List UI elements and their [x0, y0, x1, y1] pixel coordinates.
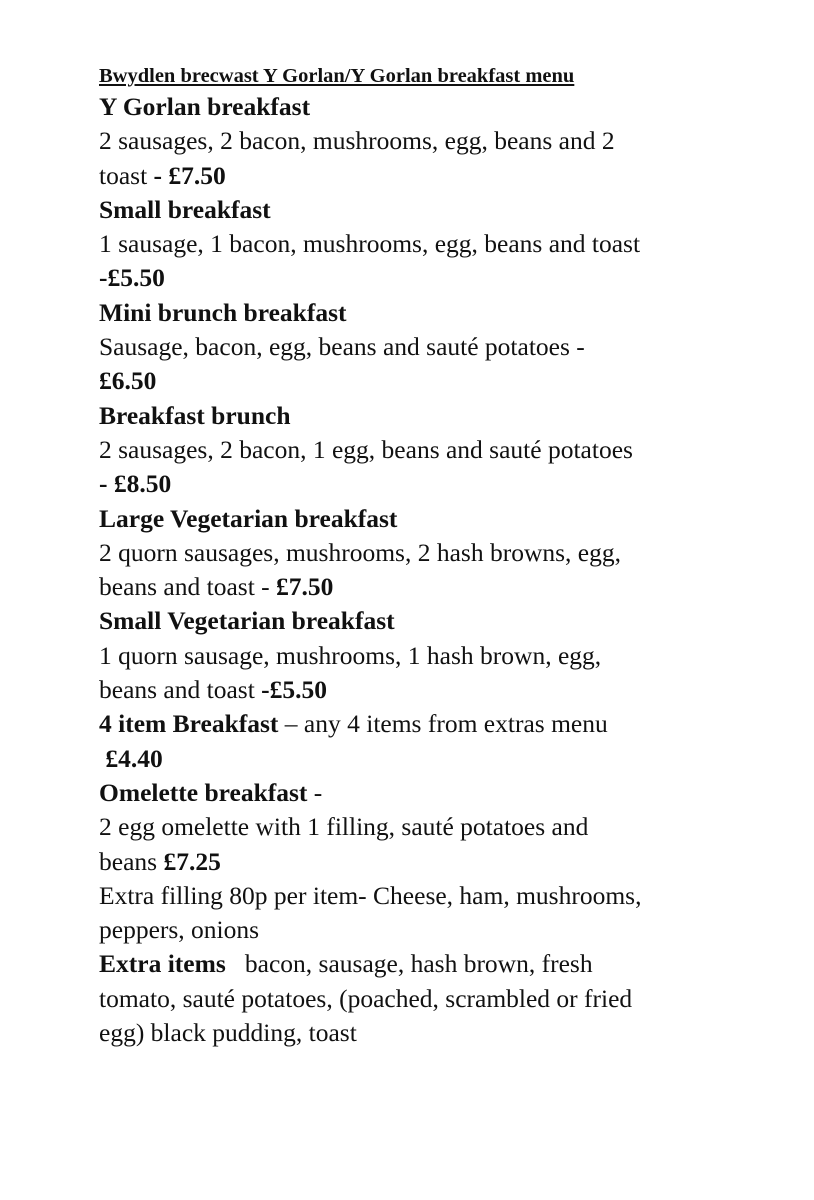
- item-name: Omelette breakfast: [99, 777, 308, 807]
- menu-item-small-vegetarian: [99, 604, 799, 707]
- extra-items-text: bacon, sausage, hash brown, fresh: [225, 949, 593, 979]
- extra-filling-line: peppers, onions: [99, 915, 260, 945]
- item-description: 1 sausage, 1 bacon, mushrooms, egg, beans and toast: [99, 229, 641, 259]
- extra-items-label: Extra items: [99, 949, 226, 979]
- item-description-tail: beans: [99, 846, 164, 876]
- item-description: 2 quorn sausages, mushrooms, 2 hash browns, egg,: [99, 537, 621, 567]
- item-description-cont: [99, 159, 799, 193]
- menu-item-breakfast-brunch: [99, 399, 799, 502]
- item-price: £7.50: [276, 572, 334, 602]
- item-name: Small Vegetarian breakfast: [99, 606, 395, 636]
- item-name: Breakfast brunch: [99, 400, 291, 430]
- item-price: -£5.50: [261, 675, 328, 705]
- item-description: 2 egg omelette with 1 filling, sauté potatoes and: [99, 812, 589, 842]
- item-heading: [99, 707, 799, 741]
- item-price: -£5.50: [99, 263, 165, 293]
- extra-filling-note: [99, 879, 799, 948]
- item-name-dash: -: [307, 777, 323, 807]
- item-description-tail: toast: [99, 160, 154, 190]
- menu-item-mini-brunch: [99, 296, 799, 399]
- extra-items-text: tomato, sauté potatoes, (poached, scrambled or fried: [99, 983, 633, 1013]
- menu-item-small: [99, 193, 799, 296]
- menu-page: [99, 62, 799, 1050]
- item-description-tail: beans and toast -: [99, 572, 277, 602]
- item-name: Large Vegetarian breakfast: [99, 503, 398, 533]
- item-price: £6.50: [99, 366, 157, 396]
- item-price: £4.40: [99, 743, 163, 773]
- item-description-cont: [99, 845, 799, 879]
- item-name: Mini brunch breakfast: [99, 297, 347, 327]
- item-name: 4 item Breakfast: [99, 709, 279, 739]
- item-description: 2 sausages, 2 bacon, mushrooms, egg, beans and 2: [99, 126, 615, 156]
- extra-items-section: [99, 947, 799, 1050]
- item-name: Small breakfast: [99, 194, 271, 224]
- item-description: 2 sausages, 2 bacon, 1 egg, beans and sauté potatoes: [99, 434, 633, 464]
- item-price: - £8.50: [99, 469, 172, 499]
- extra-items-text: egg) black pudding, toast: [99, 1018, 357, 1048]
- item-description: – any 4 items from extras menu: [278, 709, 608, 739]
- item-description-cont: [99, 673, 799, 707]
- menu-title: Bwydlen brecwast Y Gorlan/Y Gorlan breakfast menu: [99, 65, 575, 87]
- extra-filling-line: Extra filling 80p per item- Cheese, ham, mushrooms,: [99, 880, 642, 910]
- extra-items-heading: [99, 947, 799, 981]
- item-description: 1 quorn sausage, mushrooms, 1 hash brown, egg,: [99, 640, 602, 670]
- item-price: £7.25: [163, 846, 221, 876]
- menu-item-omelette: [99, 776, 799, 879]
- item-name: Y Gorlan breakfast: [99, 92, 311, 121]
- menu-item-y-gorlan: [99, 90, 799, 193]
- item-description: Sausage, bacon, egg, beans and sauté potatoes -: [99, 332, 585, 362]
- menu-item-large-vegetarian: [99, 502, 799, 605]
- item-heading: [99, 776, 799, 810]
- item-price: - £7.50: [153, 160, 226, 190]
- item-description-cont: [99, 570, 799, 604]
- item-description-tail: beans and toast: [99, 675, 262, 705]
- menu-item-4-item: [99, 707, 799, 776]
